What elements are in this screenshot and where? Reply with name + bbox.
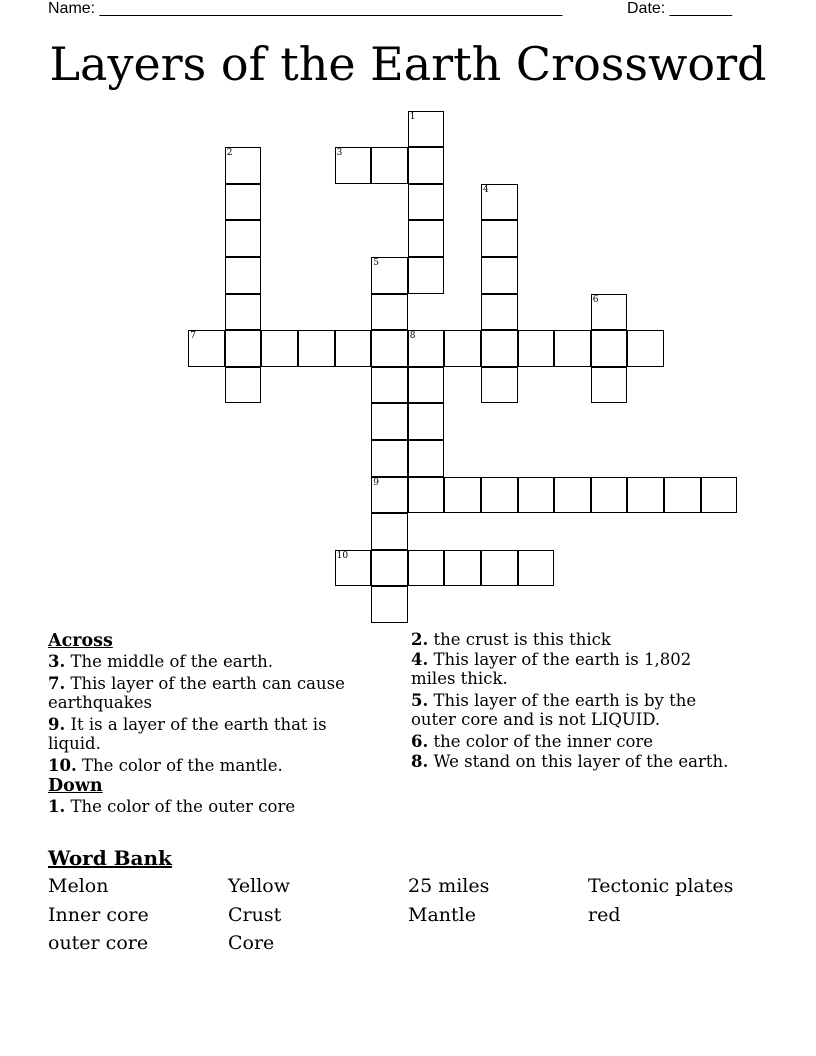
crossword-cell[interactable] bbox=[188, 330, 225, 367]
cell-number: 3 bbox=[336, 148, 343, 159]
word-bank-item: Inner core bbox=[48, 904, 149, 926]
crossword-cell[interactable] bbox=[518, 330, 555, 367]
clue-text: the color of the inner core bbox=[428, 732, 654, 751]
crossword-cell[interactable] bbox=[554, 477, 591, 514]
word-bank-item: outer core bbox=[48, 932, 149, 954]
cell-number: 7 bbox=[190, 331, 196, 342]
crossword-cell[interactable] bbox=[371, 440, 408, 477]
crossword-cell[interactable] bbox=[298, 330, 335, 367]
crossword-cell[interactable] bbox=[554, 330, 591, 367]
clue-number: 10. bbox=[48, 756, 77, 775]
crossword-cell[interactable] bbox=[371, 257, 408, 294]
word-bank-title: Word Bank bbox=[48, 846, 172, 870]
crossword-cell[interactable] bbox=[408, 477, 445, 514]
cell-number: 6 bbox=[592, 294, 599, 305]
crossword-cell[interactable] bbox=[408, 367, 445, 404]
crossword-cell[interactable] bbox=[371, 147, 408, 184]
word-bank-item: red bbox=[588, 904, 621, 926]
clues-right-column bbox=[411, 630, 731, 774]
cell-number: 1 bbox=[409, 111, 416, 122]
clue-number: 1. bbox=[48, 797, 66, 816]
word-bank-item: 25 miles bbox=[408, 875, 490, 897]
clue-text: This layer of the earth is by the outer core and is not LIQUID. bbox=[411, 691, 697, 729]
crossword-cell[interactable] bbox=[481, 550, 518, 587]
crossword-cell[interactable] bbox=[591, 330, 628, 367]
crossword-cell[interactable] bbox=[371, 367, 408, 404]
cell-number: 4 bbox=[483, 184, 489, 195]
clues-left-column bbox=[48, 630, 378, 819]
crossword-cell[interactable] bbox=[225, 257, 262, 294]
crossword-cell[interactable] bbox=[408, 184, 445, 221]
crossword-cell[interactable] bbox=[408, 550, 445, 587]
crossword-cell[interactable] bbox=[371, 513, 408, 550]
crossword-cell[interactable] bbox=[335, 147, 372, 184]
crossword-cell[interactable] bbox=[371, 330, 408, 367]
crossword-cell[interactable] bbox=[335, 550, 372, 587]
clue-number: 4. bbox=[411, 650, 429, 669]
crossword-cell[interactable] bbox=[225, 330, 262, 367]
crossword-cell[interactable] bbox=[408, 257, 445, 294]
crossword-cell[interactable] bbox=[444, 550, 481, 587]
clue-number: 3. bbox=[48, 652, 66, 671]
clue-number: 6. bbox=[411, 732, 429, 751]
crossword-cell[interactable] bbox=[481, 257, 518, 294]
clue-text: This layer of the earth can cause earthquakes bbox=[48, 674, 345, 712]
crossword-cell[interactable] bbox=[444, 477, 481, 514]
crossword-cell[interactable] bbox=[408, 330, 445, 367]
crossword-cell[interactable] bbox=[225, 184, 262, 221]
crossword-cell[interactable] bbox=[371, 403, 408, 440]
page-title: Layers of the Earth Crossword bbox=[49, 37, 767, 91]
clue-text: We stand on this layer of the earth. bbox=[428, 752, 729, 771]
cell-number: 8 bbox=[409, 331, 416, 342]
crossword-cell[interactable] bbox=[481, 294, 518, 331]
crossword-cell[interactable] bbox=[591, 294, 628, 331]
crossword-cell[interactable] bbox=[444, 330, 481, 367]
word-bank-item: Tectonic plates bbox=[588, 875, 734, 897]
down-clue-8 bbox=[411, 752, 731, 771]
down-clue-1 bbox=[48, 797, 378, 816]
crossword-cell[interactable] bbox=[408, 403, 445, 440]
crossword-cell[interactable] bbox=[701, 477, 738, 514]
crossword-cell[interactable] bbox=[225, 147, 262, 184]
crossword-cell[interactable] bbox=[408, 220, 445, 257]
crossword-cell[interactable] bbox=[371, 550, 408, 587]
crossword-cell[interactable] bbox=[664, 477, 701, 514]
down-heading: Down bbox=[48, 776, 103, 796]
crossword-cell[interactable] bbox=[518, 477, 555, 514]
crossword-cell[interactable] bbox=[261, 330, 298, 367]
crossword-cell[interactable] bbox=[408, 440, 445, 477]
down-clue-4 bbox=[411, 650, 731, 688]
across-clue-3 bbox=[48, 652, 378, 671]
clue-number: 8. bbox=[411, 752, 429, 771]
cell-number: 2 bbox=[226, 148, 233, 159]
word-bank-item: Melon bbox=[48, 875, 109, 897]
clue-text: The color of the mantle. bbox=[76, 756, 283, 775]
down-clue-5 bbox=[411, 691, 731, 729]
crossword-cell[interactable] bbox=[518, 550, 555, 587]
name-field-label: Name: ____________________________________________________ bbox=[48, 0, 563, 17]
clue-number: 2. bbox=[411, 630, 429, 649]
word-bank-item: Mantle bbox=[408, 904, 476, 926]
clue-number: 5. bbox=[411, 691, 429, 710]
down-clue-2 bbox=[411, 630, 731, 649]
crossword-cell[interactable] bbox=[225, 220, 262, 257]
crossword-cell[interactable] bbox=[481, 184, 518, 221]
crossword-cell[interactable] bbox=[627, 330, 664, 367]
clue-text: The color of the outer core bbox=[65, 797, 296, 816]
crossword-cell[interactable] bbox=[335, 330, 372, 367]
clue-number: 9. bbox=[48, 715, 66, 734]
across-clue-7 bbox=[48, 674, 378, 712]
crossword-cell[interactable] bbox=[371, 294, 408, 331]
down-clue-6 bbox=[411, 732, 731, 751]
clue-number: 7. bbox=[48, 674, 66, 693]
cell-number: 9 bbox=[373, 477, 379, 488]
crossword-cell[interactable] bbox=[225, 367, 262, 404]
word-bank-item: Yellow bbox=[228, 875, 290, 897]
crossword-cell[interactable] bbox=[627, 477, 664, 514]
across-clue-10 bbox=[48, 756, 378, 775]
across-heading: Across bbox=[48, 631, 113, 651]
crossword-cell[interactable] bbox=[481, 220, 518, 257]
crossword-cell[interactable] bbox=[591, 477, 628, 514]
crossword-cell[interactable] bbox=[225, 294, 262, 331]
clue-text: This layer of the earth is 1,802 miles thick. bbox=[411, 650, 692, 688]
clue-text: The middle of the earth. bbox=[65, 652, 273, 671]
crossword-cell[interactable] bbox=[408, 147, 445, 184]
crossword-cell[interactable] bbox=[481, 330, 518, 367]
cell-number: 10 bbox=[336, 550, 349, 561]
crossword-cell[interactable] bbox=[408, 111, 445, 148]
word-bank-item: Core bbox=[228, 932, 275, 954]
crossword-cell[interactable] bbox=[481, 367, 518, 404]
crossword-cell[interactable] bbox=[481, 477, 518, 514]
word-bank-item: Crust bbox=[228, 904, 282, 926]
clue-text: the crust is this thick bbox=[428, 630, 611, 649]
cell-number: 5 bbox=[373, 258, 379, 268]
across-clue-9 bbox=[48, 715, 378, 753]
crossword-cell[interactable] bbox=[591, 367, 628, 404]
date-field-label: Date: _______ bbox=[627, 0, 732, 17]
crossword-cell[interactable] bbox=[371, 586, 408, 623]
clue-text: It is a layer of the earth that is liquid. bbox=[48, 715, 327, 753]
crossword-cell[interactable] bbox=[371, 477, 408, 514]
